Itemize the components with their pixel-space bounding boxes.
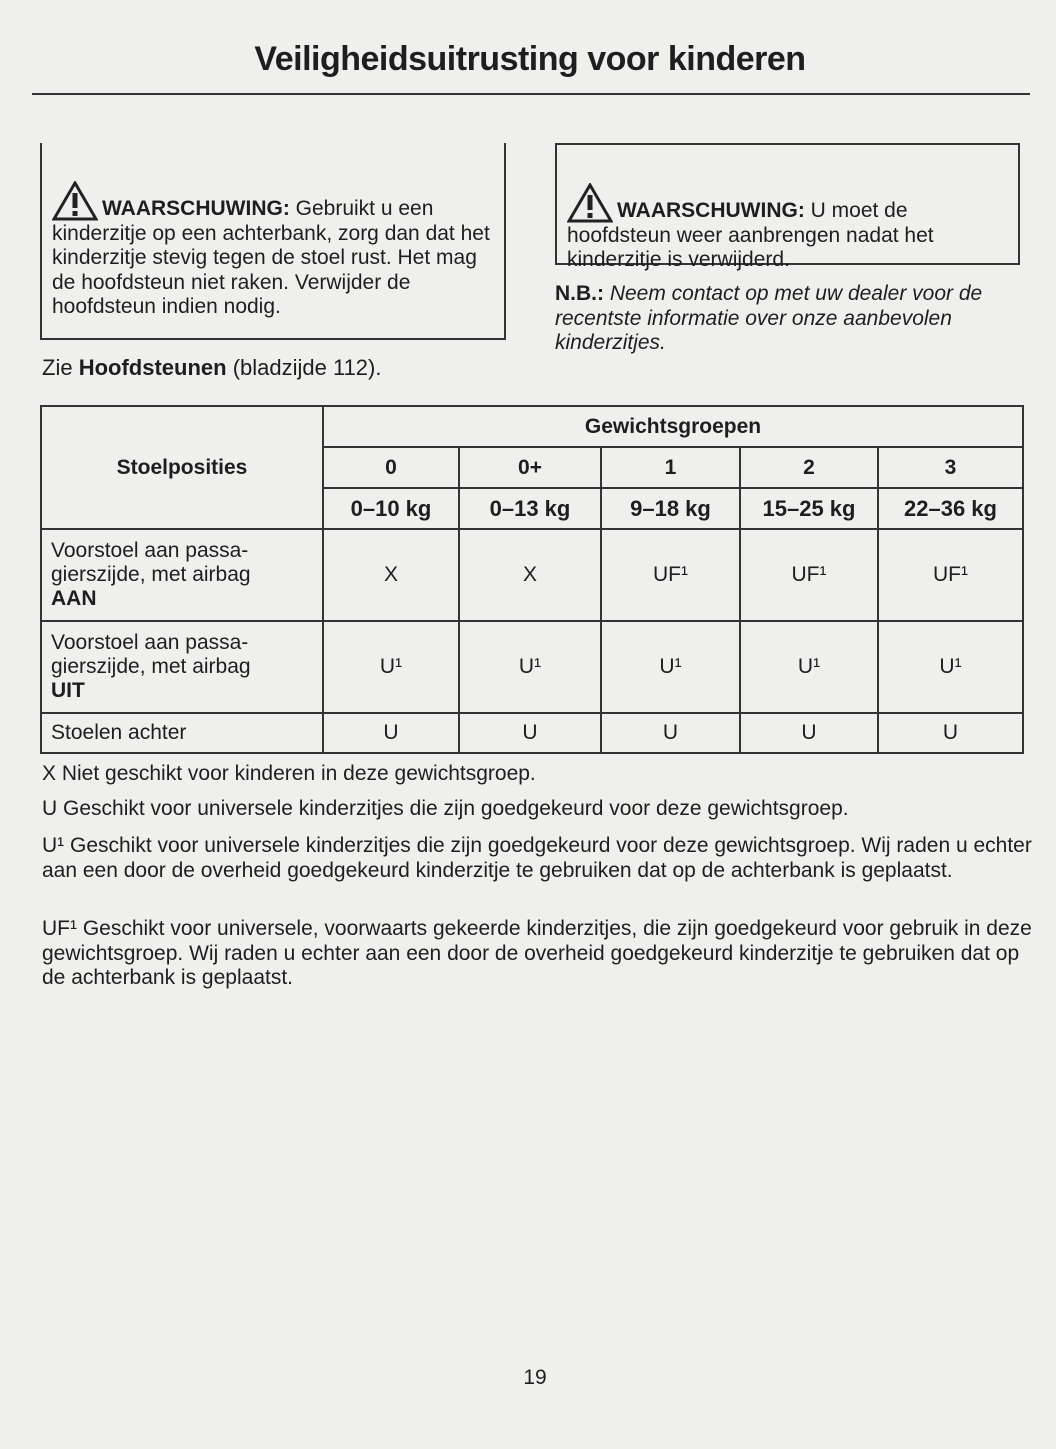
warning-icon	[52, 181, 98, 221]
page-number: 19	[523, 1366, 547, 1389]
weight-2: 9–18 kg	[601, 488, 740, 529]
row-label-text: Voorstoel aan passa-gierszijde, met airbag	[51, 539, 251, 586]
warning-label: WAARSCHUWING:	[102, 197, 290, 220]
table-row	[41, 529, 1023, 621]
row-label	[41, 621, 323, 713]
col-header-seat-positions: Stoelposities	[41, 406, 323, 529]
weight-4: 22–36 kg	[878, 488, 1023, 529]
table-cell: U	[878, 713, 1023, 753]
warning-text: Gebruikt u een kinderzitje op een achterbank, zorg dan dat het kinderzitje stevig tegen de stoel rust. Het mag de hoofdsteun niet raken. Verwijder de hoofdsteun indien nodig.	[52, 197, 490, 318]
child-seat-table	[40, 405, 1024, 754]
weight-3: 15–25 kg	[740, 488, 878, 529]
table-row	[41, 713, 1023, 753]
table-cell: UF¹	[740, 529, 878, 621]
group-0plus: 0+	[459, 447, 601, 488]
table-cell: U¹	[323, 621, 459, 713]
row-label-text: Voorstoel aan passa-gierszijde, met airbag	[51, 631, 251, 678]
table-row	[41, 621, 1023, 713]
table-cell: U¹	[740, 621, 878, 713]
weight-0: 0–10 kg	[323, 488, 459, 529]
group-3: 3	[878, 447, 1023, 488]
table-cell: UF¹	[601, 529, 740, 621]
warning-box-1	[40, 143, 506, 340]
warning-box-2	[555, 143, 1020, 271]
legend-x: X Niet geschikt voor kinderen in deze gewichtsgroep.	[42, 762, 536, 785]
see-reference	[42, 355, 381, 381]
table-cell: U	[601, 713, 740, 753]
table-cell: X	[459, 529, 601, 621]
row-label	[41, 529, 323, 621]
legend-u: U Geschikt voor universele kinderzitjes die zijn goedgekeurd voor deze gewichtsgroep.	[42, 797, 849, 820]
table-cell: U	[323, 713, 459, 753]
warning-label: WAARSCHUWING:	[617, 199, 805, 222]
row-label: Stoelen achter	[41, 713, 323, 753]
note-label: N.B.:	[555, 282, 604, 305]
title-rule	[32, 93, 1030, 95]
page-title: Veiligheidsuitrusting voor kinderen	[254, 40, 806, 78]
row-label-bold: AAN	[51, 587, 97, 610]
table-cell: U¹	[878, 621, 1023, 713]
see-prefix: Zie	[42, 355, 79, 380]
weight-1: 0–13 kg	[459, 488, 601, 529]
table-cell: U¹	[601, 621, 740, 713]
warning-text: U moet de hoofdsteun weer aanbrengen nadat het kinderzitje is verwijderd.	[567, 199, 934, 271]
note	[555, 282, 1025, 356]
group-0: 0	[323, 447, 459, 488]
warning-icon	[567, 183, 613, 223]
table-cell: X	[323, 529, 459, 621]
group-1: 1	[601, 447, 740, 488]
table-cell: U	[459, 713, 601, 753]
table-cell: U¹	[459, 621, 601, 713]
group-header: Gewichtsgroepen	[323, 406, 1023, 447]
group-2: 2	[740, 447, 878, 488]
row-label-bold: UIT	[51, 679, 85, 702]
legend-uf1: UF¹ Geschikt voor universele, voorwaarts gekeerde kinderzitjes, die zijn goedgekeurd voor gebruik in deze gewichtsgroep. Wij raden u echter aan een door de overheid goedgekeurd kinderzitje te gebruiken dat op de achterbank is geplaatst.	[42, 917, 1032, 989]
table-cell: UF¹	[878, 529, 1023, 621]
note-text: Neem contact op met uw dealer voor de recentste informatie over onze aanbevolen kinderzitjes.	[555, 282, 983, 354]
table-cell: U	[740, 713, 878, 753]
see-link[interactable]: Hoofdsteunen	[78, 355, 227, 380]
see-suffix: (bladzijde 112).	[226, 355, 382, 380]
legend-u1: U¹ Geschikt voor universele kinderzitjes die zijn goedgekeurd voor deze gewichtsgroep. Wij raden u echter aan een door de overheid goedgekeurd kinderzitje te gebruiken dat op de achterbank is geplaatst.	[42, 834, 1032, 882]
